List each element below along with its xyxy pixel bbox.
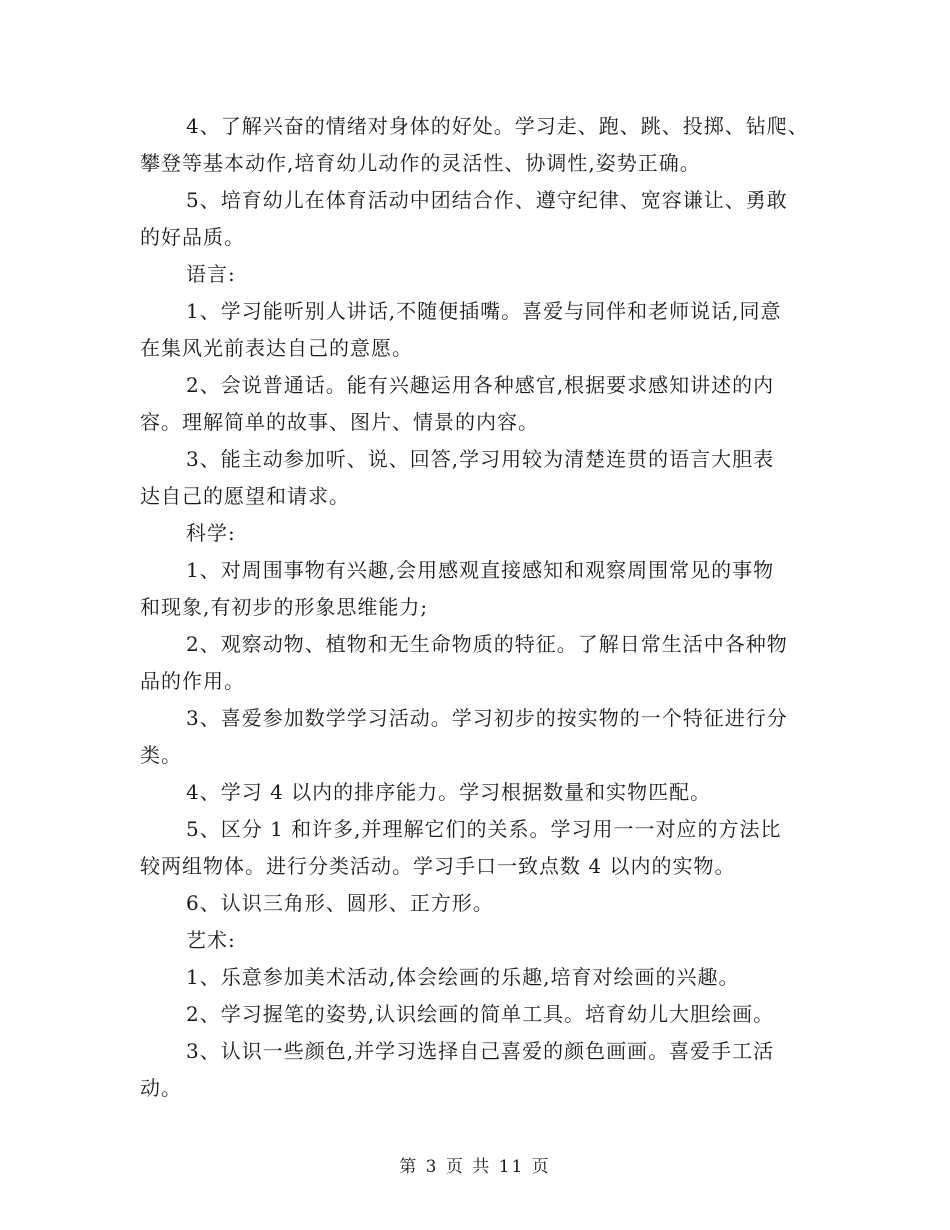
paragraph-language-1 [140, 293, 815, 367]
paragraph-pe-5 [140, 182, 815, 256]
text-line: 5、培育幼儿在体育活动中团结合作、遵守纪律、宽容谦让、勇敢 [186, 188, 788, 212]
text-line: 3、能主动参加听、说、回答,学习用较为清楚连贯的语言大胆表 [186, 447, 775, 471]
section-heading-science: 科学: [186, 521, 236, 545]
paragraph-science-6 [140, 885, 815, 922]
text-line: 达自己的愿望和请求。 [140, 484, 350, 508]
text-line: 5、区分 1 和许多,并理解它们的关系。学习用一一对应的方法比 [186, 817, 782, 841]
text-line: 2、学习握笔的姿势,认识绘画的简单工具。培育幼儿大胆绘画。 [186, 1002, 775, 1026]
text-line: 攀登等基本动作,培育幼儿动作的灵活性、协调性,姿势正确。 [140, 151, 701, 175]
document-body [140, 108, 815, 1107]
text-line: 1、乐意参加美术活动,体会绘画的乐趣,培育对绘画的兴趣。 [186, 965, 740, 989]
text-line: 动。 [140, 1076, 182, 1100]
text-line: 在集风光前表达自己的意愿。 [140, 336, 413, 360]
text-line: 品的作用。 [140, 669, 245, 693]
section-heading-language: 语言: [186, 262, 236, 286]
text-line: 1、对周围事物有兴趣,会用感观直接感知和观察周围常见的事物 [186, 558, 775, 582]
section-heading-art: 艺术: [186, 928, 236, 952]
text-line: 的好品质。 [140, 225, 245, 249]
text-line: 4、学习 4 以内的排序能力。学习根据数量和实物匹配。 [186, 780, 712, 804]
paragraph-language-3 [140, 441, 815, 515]
paragraph-science-3 [140, 700, 815, 774]
paragraph-art-2 [140, 996, 815, 1033]
text-line: 2、观察动物、植物和无生命物质的特征。了解日常生活中各种物 [186, 632, 788, 656]
text-line: 6、认识三角形、圆形、正方形。 [186, 891, 494, 915]
paragraph-art-3 [140, 1033, 815, 1107]
paragraph-science-2 [140, 626, 815, 700]
text-line: 3、认识一些颜色,并学习选择自己喜爱的颜色画画。喜爱手工活 [186, 1039, 775, 1063]
paragraph-pe-4 [140, 108, 815, 182]
paragraph-art-1 [140, 959, 815, 996]
text-line: 1、学习能听别人讲话,不随便插嘴。喜爱与同伴和老师说话,同意 [186, 299, 782, 323]
text-line: 4、了解兴奋的情绪对身体的好处。学习走、跑、跳、投掷、钻爬、 [186, 114, 809, 138]
page-number-footer: 第 3 页 共 11 页 [399, 1157, 551, 1177]
paragraph-science-4 [140, 774, 815, 811]
text-line: 容。理解简单的故事、图片、情景的内容。 [140, 410, 539, 434]
paragraph-science-5 [140, 811, 815, 885]
text-line: 2、会说普通话。能有兴趣运用各种感官,根据要求感知讲述的内 [186, 373, 775, 397]
text-line: 3、喜爱参加数学学习活动。学习初步的按实物的一个特征进行分 [186, 706, 788, 730]
text-line: 较两组物体。进行分类活动。学习手口一致点数 4 以内的实物。 [140, 854, 736, 878]
paragraph-science-1 [140, 552, 815, 626]
paragraph-language-2 [140, 367, 815, 441]
text-line: 类。 [140, 743, 182, 767]
text-line: 和现象,有初步的形象思维能力; [140, 595, 429, 619]
